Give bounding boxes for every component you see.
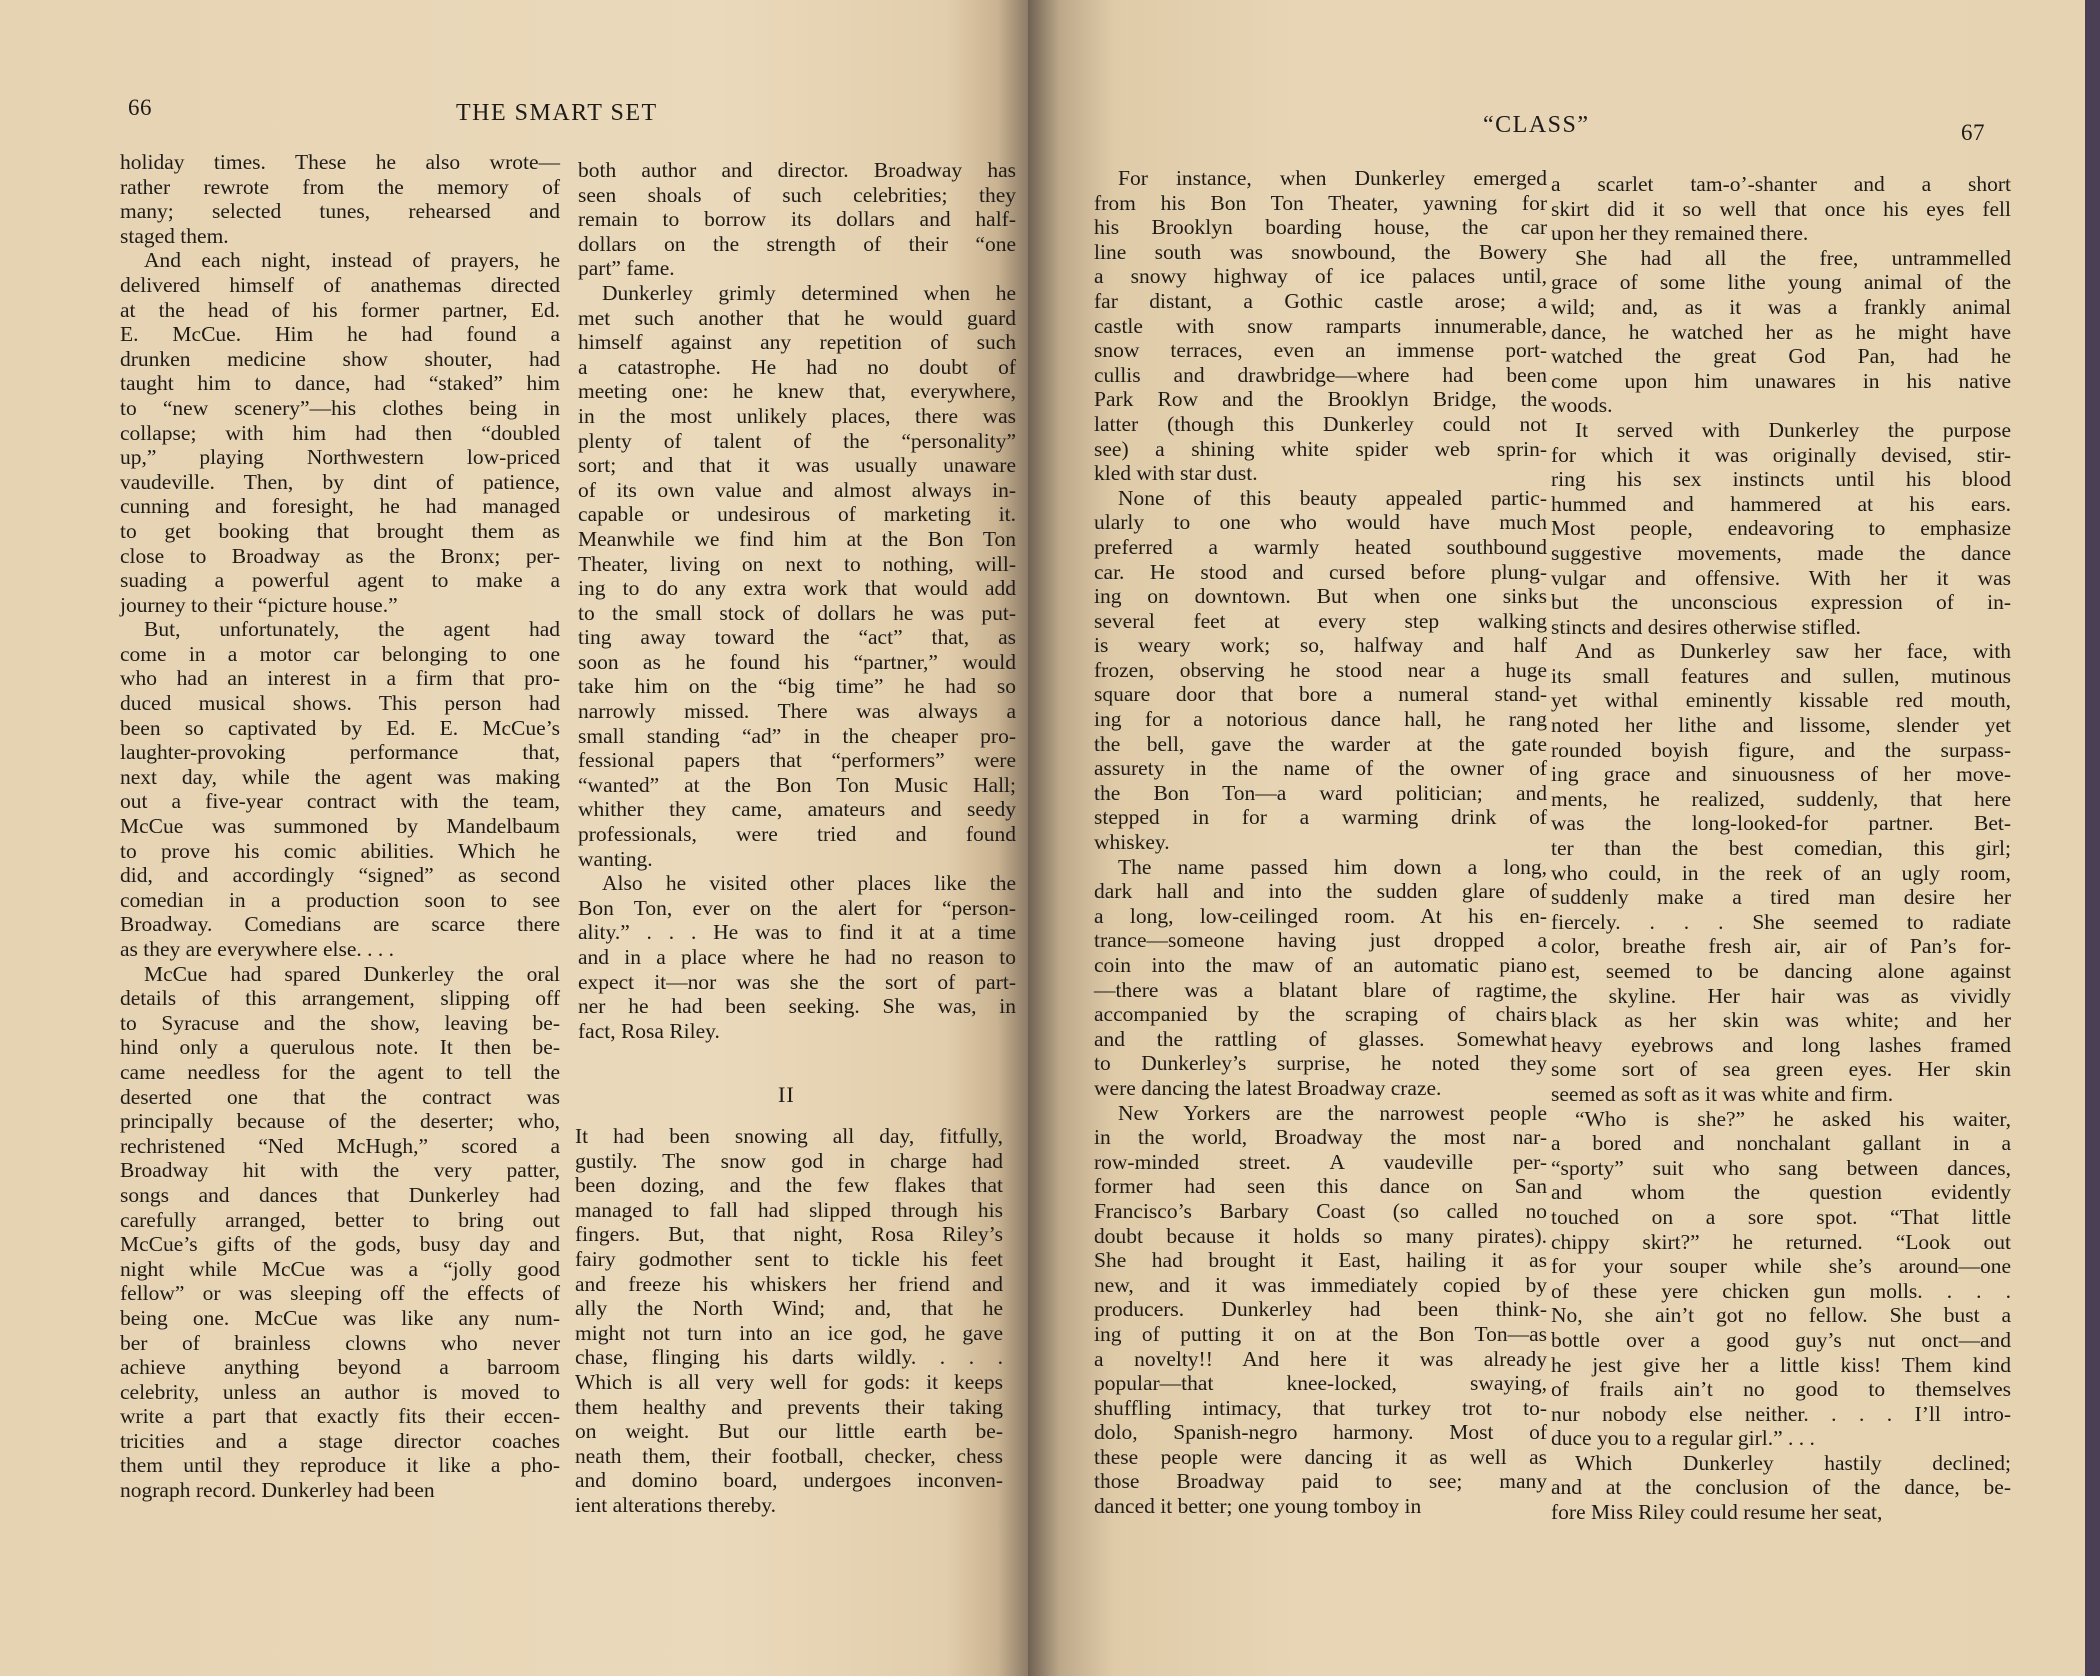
text-line: comedian in a production soon to see xyxy=(120,887,560,912)
page-number-left: 66 xyxy=(128,95,152,120)
text-line: whither they came, amateurs and seedy xyxy=(578,797,1016,822)
text-line: staged them. xyxy=(120,223,229,248)
text-line: carefully arranged, better to bring out xyxy=(120,1207,560,1232)
page-number-right: 67 xyxy=(1961,120,1985,145)
text-line: managed to fall had slipped through his xyxy=(575,1197,1003,1222)
text-line: several feet at every step walking xyxy=(1094,608,1547,633)
text-line: principally because of the deserter; who, xyxy=(120,1109,560,1134)
text-line: heavy eyebrows and long lashes framed xyxy=(1551,1032,2011,1057)
text-line: fingers. But, that night, Rosa Riley’s xyxy=(575,1222,1003,1247)
text-line: met such another that he would guard xyxy=(578,305,1016,330)
text-line: for which it was originally devised, stir- xyxy=(1551,442,2011,467)
text-line: celebrity, unless an author is moved to xyxy=(120,1379,560,1404)
text-line: bottle over a good guy’s nut onct—and xyxy=(1551,1327,2011,1352)
text-line: dolo, Spanish-negro harmony. Most of xyxy=(1094,1420,1547,1445)
text-line: come in a motor car belonging to one xyxy=(120,641,560,666)
text-line: of these yere chicken gun molls. . . . xyxy=(1551,1278,2011,1303)
text-line: new, and it was immediately copied by xyxy=(1094,1272,1547,1297)
text-line: his Brooklyn boarding house, the car xyxy=(1094,215,1547,240)
text-line: Bon Ton, ever on the alert for “person- xyxy=(578,895,1016,920)
text-line: vaudeville. Then, by dint of patience, xyxy=(120,469,560,494)
text-line: ing grace and sinuousness of her move- xyxy=(1551,762,2011,787)
text-line: duce you to a regular girl.” . . . xyxy=(1551,1426,1815,1451)
text-line: New Yorkers are the narrowest people xyxy=(1118,1100,1547,1125)
text-line: drunken medicine show shouter, had xyxy=(120,346,560,371)
text-line: but the unconscious expression of in- xyxy=(1551,590,2011,615)
left-page xyxy=(0,0,1028,1676)
text-line: as they are everywhere else. . . . xyxy=(120,937,394,961)
text-line: in the most unlikely places, there was xyxy=(578,403,1016,428)
text-line: It had been snowing all day, fitfully, xyxy=(575,1124,1003,1148)
text-line: he jest give her a little kiss! Them kind xyxy=(1551,1352,2011,1377)
left-page-column-2 xyxy=(578,158,1016,1043)
text-line: close to Broadway as the Bronx; per- xyxy=(120,543,560,568)
text-line: None of this beauty appealed partic- xyxy=(1118,485,1547,510)
text-line: achieve anything beyond a barroom xyxy=(120,1355,560,1380)
text-line: doubt because it holds so many pirates). xyxy=(1094,1223,1547,1248)
text-line: —there was a blatant blare of ragtime, xyxy=(1094,977,1547,1002)
text-line: and domino board, undergoes inconven- xyxy=(575,1468,1003,1493)
text-line: fiercely. . . . She seemed to radiate xyxy=(1551,909,2011,934)
text-line: and freeze his whiskers her friend and xyxy=(575,1271,1003,1296)
text-line: did, and accordingly “signed” as second xyxy=(120,863,560,888)
text-line: might not turn into an ice god, he gave xyxy=(575,1320,1003,1345)
text-line: McCue was summoned by Mandelbaum xyxy=(120,814,560,839)
text-line: woods. xyxy=(1551,393,1613,418)
text-line: for your souper while she’s around—one xyxy=(1551,1254,2011,1279)
text-line: gustily. The snow god in charge had xyxy=(575,1148,1003,1173)
text-line: She had brought it East, hailing it as xyxy=(1094,1248,1547,1273)
text-line: hummed and hammered at his ears. xyxy=(1551,491,2011,516)
text-line: “sporty” suit who sang between dances, xyxy=(1551,1155,2011,1180)
text-line: former had seen this dance on San xyxy=(1094,1174,1547,1199)
text-line: to prove his comic abilities. Which he xyxy=(120,838,560,863)
left-page-column-1 xyxy=(120,150,560,1503)
text-line: the skyline. Her hair was as vividly xyxy=(1551,983,2011,1008)
text-line: Most people, endeavoring to emphasize xyxy=(1551,516,2011,541)
text-line: watched the great God Pan, had he xyxy=(1551,344,2011,369)
right-page xyxy=(1028,0,2100,1676)
text-line: preferred a warmly heated southbound xyxy=(1094,534,1547,559)
text-line: these people were dancing it as well as xyxy=(1094,1444,1547,1469)
text-line: nur nobody else neither. . . . I’ll intro- xyxy=(1551,1401,2011,1426)
text-line: come upon him unawares in his native xyxy=(1551,368,2011,393)
text-line: rather rewrote from the memory of xyxy=(120,174,560,199)
text-line: expect it—nor was she the sort of part- xyxy=(578,969,1016,994)
text-line: some sort of sea green eyes. Her skin xyxy=(1551,1057,2011,1082)
text-line: stincts and desires otherwise stifled. xyxy=(1551,614,1861,639)
text-line: taught him to dance, had “staked” him xyxy=(120,371,560,396)
text-line: The name passed him down a long, xyxy=(1118,854,1547,879)
text-line: yet withal eminently kissable red mouth, xyxy=(1551,688,2011,713)
text-line: collapse; with him had then “doubled xyxy=(120,420,560,445)
text-line: kled with star dust. xyxy=(1094,461,1258,486)
text-line: to get booking that brought them as xyxy=(120,518,560,543)
text-line: upon her they remained there. xyxy=(1551,221,1809,246)
text-line: journey to their “picture house.” xyxy=(120,592,398,617)
text-line: popular—that knee-locked, swaying, xyxy=(1094,1371,1547,1396)
text-line: cunning and foresight, he had managed xyxy=(120,494,560,519)
text-line: up,” playing Northwestern low-priced xyxy=(120,445,560,470)
text-line: dollars on the strength of their “one xyxy=(578,231,1016,256)
text-line: fairy godmother sent to tickle his feet xyxy=(575,1246,1003,1271)
text-line: coin into the maw of an automatic piano xyxy=(1094,953,1547,977)
text-line: its small features and sullen, mutinous xyxy=(1551,663,2011,688)
text-line: vulgar and offensive. With her it was xyxy=(1551,565,2011,590)
text-line: And each night, instead of prayers, he xyxy=(144,248,560,273)
text-line: noted her lithe and lissome, slender yet xyxy=(1551,713,2011,738)
text-line: write a part that exactly fits their eccen- xyxy=(120,1404,560,1429)
text-line: of frails ain’t no good to themselves xyxy=(1551,1377,2011,1402)
text-line: ments, he realized, suddenly, that here xyxy=(1551,786,2011,811)
text-line: and at the conclusion of the dance, be- xyxy=(1551,1475,2011,1500)
text-line: chippy skirt?” he returned. “Look out xyxy=(1551,1229,2011,1254)
text-line: ting away toward the “act” that, as xyxy=(578,625,1016,650)
text-line: She had all the free, untrammelled xyxy=(1575,245,2011,270)
text-line: at the head of his former partner, Ed. xyxy=(120,297,560,322)
text-line: capable or undesirous of marketing it. xyxy=(578,502,1016,527)
text-line: from his Bon Ton Theater, yawning for xyxy=(1094,190,1547,215)
text-line: castle with snow ramparts innumerable, xyxy=(1094,313,1547,338)
text-line: a bored and nonchalant gallant in a xyxy=(1551,1131,2011,1156)
text-line: were dancing the latest Broadway craze. xyxy=(1094,1075,1442,1100)
text-line: been so captivated by Ed. E. McCue’s xyxy=(120,715,560,740)
text-line: himself against any repetition of such xyxy=(578,330,1016,355)
text-line: suading a powerful agent to make a xyxy=(120,568,560,593)
right-page-column-2 xyxy=(1551,172,2011,1525)
text-line: holiday times. These he also wrote— xyxy=(120,150,560,174)
text-line: It served with Dunkerley the purpose xyxy=(1575,417,2011,442)
text-line: ing of putting it on at the Bon Ton—as xyxy=(1094,1321,1547,1346)
text-line: who had an interest in a firm that pro- xyxy=(120,666,560,691)
text-line: Which Dunkerley hastily declined; xyxy=(1575,1450,2011,1475)
text-line: to Dunkerley’s surprise, he noted they xyxy=(1094,1051,1547,1076)
text-line: plenty of talent of the “personality” xyxy=(578,428,1016,453)
text-line: laughter-provoking performance that, xyxy=(120,740,560,765)
text-line: accompanied by the scraping of chairs xyxy=(1094,1002,1547,1027)
text-line: nograph record. Dunkerley had been xyxy=(120,1478,435,1503)
text-line: ner he had been seeking. She was, in xyxy=(578,994,1016,1019)
text-line: seen shoals of such celebrities; they xyxy=(578,182,1016,207)
text-line: ient alterations thereby. xyxy=(575,1492,776,1517)
text-line: neath them, their football, checker, chess xyxy=(575,1443,1003,1468)
text-line: row-minded street. A vaudeville per- xyxy=(1094,1149,1547,1174)
text-line: and in a place where he had no reason to xyxy=(578,945,1016,969)
text-line: suggestive movements, made the dance xyxy=(1551,540,2011,565)
text-line: rounded boyish figure, and the surpass- xyxy=(1551,737,2011,762)
text-line: Park Row and the Brooklyn Bridge, the xyxy=(1094,387,1547,412)
text-line: touched on a sore spot. “That little xyxy=(1551,1204,2011,1229)
text-line: Also he visited other places like the xyxy=(602,871,1016,896)
text-line: to Syracuse and the show, leaving be- xyxy=(120,1010,560,1035)
book-edge xyxy=(2085,0,2100,1676)
text-line: fact, Rosa Riley. xyxy=(578,1018,720,1043)
text-line: For instance, when Dunkerley emerged xyxy=(1118,166,1547,190)
text-line: soon as he found his “partner,” would xyxy=(578,649,1016,674)
text-line: “wanted” at the Bon Ton Music Hall; xyxy=(578,772,1016,797)
text-line: meeting one: he knew that, everywhere, xyxy=(578,379,1016,404)
text-line: next day, while the agent was making xyxy=(120,764,560,789)
text-line: No, she ain’t got no fellow. She bust a xyxy=(1551,1303,2011,1328)
text-line: But, unfortunately, the agent had xyxy=(144,617,560,642)
text-line: far distant, a Gothic castle arose; a xyxy=(1094,288,1547,313)
text-line: songs and dances that Dunkerley had xyxy=(120,1182,560,1207)
text-line: ring his sex instincts until his blood xyxy=(1551,467,2011,492)
text-line: chase, flinging his darts wildly. . . . xyxy=(575,1345,1003,1370)
text-line: ing on downtown. But when one sinks xyxy=(1094,584,1547,609)
text-line: fellow” or was sleeping off the effects of xyxy=(120,1281,560,1306)
text-line: grace of some lithe young animal of the xyxy=(1551,270,2011,295)
text-line: on weight. But our little earth be- xyxy=(575,1419,1003,1444)
text-line: being one. McCue was like any num- xyxy=(120,1305,560,1330)
text-line: take him on the “big time” he had so xyxy=(578,674,1016,699)
text-line: ally the North Wind; and, that he xyxy=(575,1296,1003,1321)
text-line: And as Dunkerley saw her face, with xyxy=(1575,639,2011,664)
text-line: Broadway. Comedians are scarce there xyxy=(120,912,560,937)
text-line: seemed as soft as it was white and firm. xyxy=(1551,1081,1894,1106)
text-line: professionals, were tried and found xyxy=(578,822,1016,847)
text-line: sort; and that it was usually unaware xyxy=(578,453,1016,478)
text-line: ality.” . . . He was to find it at a time xyxy=(578,920,1016,945)
text-line: skirt did it so well that once his eyes fell xyxy=(1551,196,2011,221)
text-line: dance, he watched her as he might have xyxy=(1551,319,2011,344)
text-line: shuffling intimacy, that turkey trot to- xyxy=(1094,1395,1547,1420)
running-head-right: “CLASS” xyxy=(1483,112,1590,138)
text-line: deserted one that the contract was xyxy=(120,1084,560,1109)
text-line: them until they reproduce it like a pho- xyxy=(120,1453,560,1478)
text-line: out a five-year contract with the team, xyxy=(120,789,560,814)
text-line: who could, in the reek of an ugly room, xyxy=(1551,860,2011,885)
text-line: snow terraces, even an immense port- xyxy=(1094,338,1547,363)
text-line: tricities and a stage director coaches xyxy=(120,1428,560,1453)
text-line: latter (though this Dunkerley could not xyxy=(1094,411,1547,436)
text-line: a long, low-ceilinged room. At his en- xyxy=(1094,903,1547,928)
text-line: wanting. xyxy=(578,846,653,871)
text-line: to the small stock of dollars he was put- xyxy=(578,600,1016,625)
text-line: both author and director. Broadway has xyxy=(578,158,1016,182)
text-line: those Broadway paid to see; many xyxy=(1094,1469,1547,1494)
text-line: ing for a notorious dance hall, he rang xyxy=(1094,707,1547,732)
text-line: Francisco’s Barbary Coast (so called no xyxy=(1094,1198,1547,1223)
text-line: ularly to one who would have much xyxy=(1094,510,1547,535)
text-line: and the rattling of glasses. Somewhat xyxy=(1094,1026,1547,1051)
text-line: in the world, Broadway the most nar- xyxy=(1094,1125,1547,1150)
section-heading: II xyxy=(778,1082,795,1107)
text-line: est, seemed to be dancing alone against xyxy=(1551,959,2011,983)
text-line: suddenly make a tired man desire her xyxy=(1551,885,2011,910)
text-line: square door that bore a numeral stand- xyxy=(1094,682,1547,707)
text-line: been dozing, and the few flakes that xyxy=(575,1173,1003,1198)
text-line: trance—someone having just dropped a xyxy=(1094,928,1547,953)
text-line: was the long-looked-for partner. Bet- xyxy=(1551,811,2011,836)
text-line: wild; and, as it was a frankly animal xyxy=(1551,294,2011,319)
text-line: ter than the best comedian, this girl; xyxy=(1551,836,2011,861)
text-line: line south was snowbound, the Bowery xyxy=(1094,239,1547,264)
text-line: Meanwhile we find him at the Bon Ton xyxy=(578,526,1016,551)
text-line: came needless for the agent to tell the xyxy=(120,1059,560,1084)
text-line: Theater, living on next to nothing, will- xyxy=(578,551,1016,576)
text-line: fore Miss Riley could resume her seat, xyxy=(1551,1500,1883,1525)
section-ii-text xyxy=(575,1124,1003,1518)
text-line: fessional papers that “performers” were xyxy=(578,748,1016,773)
text-line: ber of brainless clowns who never xyxy=(120,1330,560,1355)
text-line: narrowly missed. There was always a xyxy=(578,699,1016,724)
text-line: cullis and drawbridge—where had been xyxy=(1094,362,1547,387)
text-line: assurety in the name of the owner of xyxy=(1094,756,1547,781)
text-line: the bell, gave the warder at the gate xyxy=(1094,731,1547,756)
text-line: black as her skin was white; and her xyxy=(1551,1008,2011,1033)
text-line: whiskey. xyxy=(1094,830,1170,855)
text-line: “Who is she?” he asked his waiter, xyxy=(1575,1106,2011,1131)
text-line: them healthy and prevents their taking xyxy=(575,1394,1003,1419)
text-line: night while McCue was a “jolly good xyxy=(120,1256,560,1281)
text-line: to “new scenery”—his clothes being in xyxy=(120,395,560,420)
text-line: E. McCue. Him he had found a xyxy=(120,322,560,347)
text-line: McCue had spared Dunkerley the oral xyxy=(144,961,560,986)
text-line: is weary work; so, halfway and half xyxy=(1094,633,1547,658)
text-line: a novelty!! And here it was already xyxy=(1094,1346,1547,1371)
text-line: a catastrophe. He had no doubt of xyxy=(578,354,1016,379)
text-line: producers. Dunkerley had been think- xyxy=(1094,1297,1547,1322)
text-line: part” fame. xyxy=(578,256,675,281)
text-line: the Bon Ton—a ward politician; and xyxy=(1094,780,1547,805)
text-line: a snowy highway of ice palaces until, xyxy=(1094,264,1547,289)
text-line: danced it better; one young tomboy in xyxy=(1094,1494,1422,1519)
text-line: ing to do any extra work that would add xyxy=(578,576,1016,601)
text-line: dark hall and into the sudden glare of xyxy=(1094,879,1547,904)
text-line: many; selected tunes, rehearsed and xyxy=(120,199,560,224)
text-line: Dunkerley grimly determined when he xyxy=(602,280,1016,305)
text-line: small standing “ad” in the cheaper pro- xyxy=(578,723,1016,748)
text-line: and whom the question evidently xyxy=(1551,1180,2011,1205)
text-line: duced musical shows. This person had xyxy=(120,691,560,716)
text-line: delivered himself of anathemas directed xyxy=(120,272,560,297)
text-line: frozen, observing he stood near a huge xyxy=(1094,657,1547,682)
text-line: hind only a querulous note. It then be- xyxy=(120,1035,560,1060)
text-line: see) a shining white spider web sprin- xyxy=(1094,436,1547,461)
text-line: remain to borrow its dollars and half- xyxy=(578,207,1016,232)
text-line: Broadway hit with the very patter, xyxy=(120,1158,560,1183)
text-line: Which is all very well for gods: it keeps xyxy=(575,1369,1003,1394)
text-line: rechristened “Ned McHugh,” scored a xyxy=(120,1133,560,1158)
running-head-left: THE SMART SET xyxy=(456,100,658,126)
right-page-column-1 xyxy=(1094,166,1547,1519)
text-line: of its own value and almost always in- xyxy=(578,477,1016,502)
text-line: color, breathe fresh air, air of Pan’s for- xyxy=(1551,934,2011,959)
text-line: car. He stood and cursed before plung- xyxy=(1094,559,1547,584)
text-line: a scarlet tam-o’-shanter and a short xyxy=(1551,172,2011,196)
text-line: McCue’s gifts of the gods, busy day and xyxy=(120,1232,560,1257)
text-line: details of this arrangement, slipping off xyxy=(120,986,560,1011)
text-line: stepped in for a warming drink of xyxy=(1094,805,1547,830)
